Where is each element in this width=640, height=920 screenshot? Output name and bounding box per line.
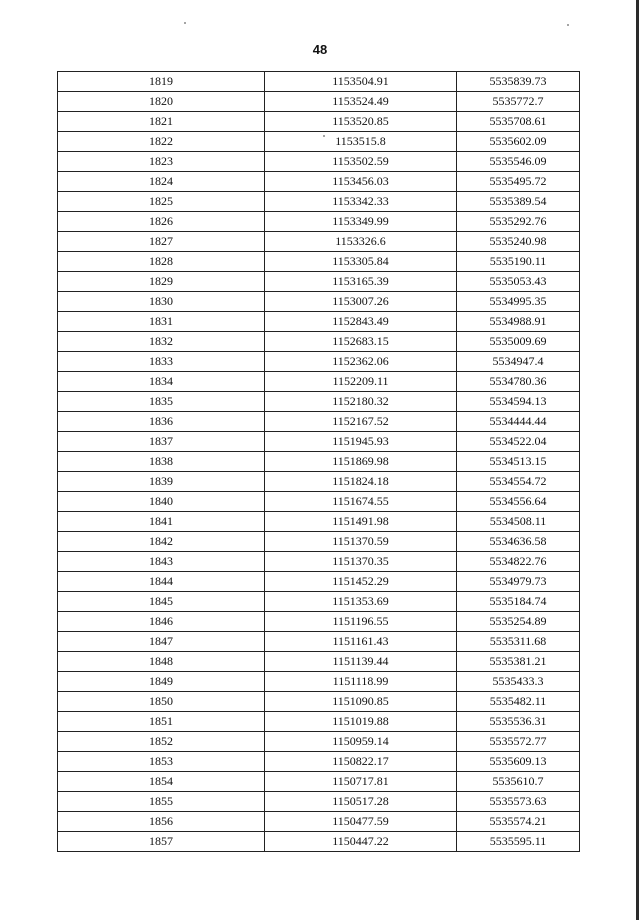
table-row xyxy=(58,92,580,112)
point-number-cell: 1829 xyxy=(58,272,265,292)
table-row xyxy=(58,172,580,192)
x-coordinate-cell: 1151090.85 xyxy=(265,692,457,712)
table-row xyxy=(58,572,580,592)
point-number-cell: 1845 xyxy=(58,592,265,612)
x-coordinate-cell: 1151353.69 xyxy=(265,592,457,612)
point-number-cell: 1824 xyxy=(58,172,265,192)
y-coordinate-cell: 5534508.11 xyxy=(457,512,580,532)
x-coordinate-cell: 1151139.44 xyxy=(265,652,457,672)
y-coordinate-cell: 5534513.15 xyxy=(457,452,580,472)
point-number-cell: 1840 xyxy=(58,492,265,512)
x-coordinate-cell: 1153007.26 xyxy=(265,292,457,312)
y-coordinate-cell: 5534594.13 xyxy=(457,392,580,412)
y-coordinate-cell: 5535292.76 xyxy=(457,212,580,232)
x-coordinate-cell: 1151370.59 xyxy=(265,532,457,552)
table-row xyxy=(58,832,580,852)
table-row xyxy=(58,432,580,452)
y-coordinate-cell: 5535254.89 xyxy=(457,612,580,632)
table-row xyxy=(58,412,580,432)
y-coordinate-cell: 5535772.7 xyxy=(457,92,580,112)
x-coordinate-cell: 1151370.35 xyxy=(265,552,457,572)
y-coordinate-cell: 5534780.36 xyxy=(457,372,580,392)
table-row xyxy=(58,732,580,752)
x-coordinate-cell: 1151196.55 xyxy=(265,612,457,632)
table-row xyxy=(58,152,580,172)
y-coordinate-cell: 5534947.4 xyxy=(457,352,580,372)
table-row xyxy=(58,632,580,652)
table-row xyxy=(58,772,580,792)
x-coordinate-cell: 1152683.15 xyxy=(265,332,457,352)
point-number-cell: 1850 xyxy=(58,692,265,712)
point-number-cell: 1852 xyxy=(58,732,265,752)
point-number-cell: 1834 xyxy=(58,372,265,392)
page-number: 48 xyxy=(312,42,328,57)
x-coordinate-cell: 1150959.14 xyxy=(265,732,457,752)
y-coordinate-cell: 5535574.21 xyxy=(457,812,580,832)
x-coordinate-cell: 1151674.55 xyxy=(265,492,457,512)
y-coordinate-cell: 5535602.09 xyxy=(457,132,580,152)
y-coordinate-cell: 5534988.91 xyxy=(457,312,580,332)
x-coordinate-cell: 1150477.59 xyxy=(265,812,457,832)
x-coordinate-cell: 1153342.33 xyxy=(265,192,457,212)
y-coordinate-cell: 5535240.98 xyxy=(457,232,580,252)
point-number-cell: 1836 xyxy=(58,412,265,432)
point-number-cell: 1820 xyxy=(58,92,265,112)
x-coordinate-cell: 1151118.99 xyxy=(265,672,457,692)
point-number-cell: 1833 xyxy=(58,352,265,372)
x-coordinate-cell: 1153524.49 xyxy=(265,92,457,112)
point-number-cell: 1846 xyxy=(58,612,265,632)
x-coordinate-cell: 1152167.52 xyxy=(265,412,457,432)
y-coordinate-cell: 5535053.43 xyxy=(457,272,580,292)
x-coordinate-cell: 1151161.43 xyxy=(265,632,457,652)
point-number-cell: 1823 xyxy=(58,152,265,172)
x-coordinate-cell: 1153502.59 xyxy=(265,152,457,172)
x-coordinate-cell: 1150447.22 xyxy=(265,832,457,852)
table-row xyxy=(58,512,580,532)
y-coordinate-cell: 5535536.31 xyxy=(457,712,580,732)
point-number-cell: 1855 xyxy=(58,792,265,812)
point-number-cell: 1848 xyxy=(58,652,265,672)
point-number-cell: 1838 xyxy=(58,452,265,472)
y-coordinate-cell: 5535610.7 xyxy=(457,772,580,792)
point-number-cell: 1841 xyxy=(58,512,265,532)
x-coordinate-cell: 1151491.98 xyxy=(265,512,457,532)
point-number-cell: 1830 xyxy=(58,292,265,312)
table-row xyxy=(58,612,580,632)
table-row xyxy=(58,112,580,132)
table-row xyxy=(58,132,580,152)
table-row xyxy=(58,192,580,212)
table-row xyxy=(58,452,580,472)
table-row xyxy=(58,332,580,352)
point-number-cell: 1857 xyxy=(58,832,265,852)
y-coordinate-cell: 5535839.73 xyxy=(457,72,580,92)
x-coordinate-cell: 1151869.98 xyxy=(265,452,457,472)
table-row xyxy=(58,72,580,92)
table-row xyxy=(58,812,580,832)
point-number-cell: 1835 xyxy=(58,392,265,412)
point-number-cell: 1825 xyxy=(58,192,265,212)
point-number-cell: 1854 xyxy=(58,772,265,792)
x-coordinate-cell: 1152362.06 xyxy=(265,352,457,372)
table-row xyxy=(58,272,580,292)
x-coordinate-cell: 1150517.28 xyxy=(265,792,457,812)
table-row xyxy=(58,352,580,372)
x-coordinate-cell: 1150822.17 xyxy=(265,752,457,772)
x-coordinate-cell: 1150717.81 xyxy=(265,772,457,792)
point-number-cell: 1847 xyxy=(58,632,265,652)
x-coordinate-cell: 1153349.99 xyxy=(265,212,457,232)
y-coordinate-cell: 5535495.72 xyxy=(457,172,580,192)
y-coordinate-cell: 5534636.58 xyxy=(457,532,580,552)
y-coordinate-cell: 5535311.68 xyxy=(457,632,580,652)
table-row xyxy=(58,372,580,392)
y-coordinate-cell: 5534522.04 xyxy=(457,432,580,452)
table-row xyxy=(58,292,580,312)
table-body xyxy=(58,72,580,852)
point-number-cell: 1853 xyxy=(58,752,265,772)
point-number-cell: 1821 xyxy=(58,112,265,132)
x-coordinate-cell: 1153520.85 xyxy=(265,112,457,132)
table-row xyxy=(58,692,580,712)
y-coordinate-cell: 5534979.73 xyxy=(457,572,580,592)
table-row xyxy=(58,532,580,552)
y-coordinate-cell: 5535595.11 xyxy=(457,832,580,852)
y-coordinate-cell: 5535482.11 xyxy=(457,692,580,712)
y-coordinate-cell: 5535546.09 xyxy=(457,152,580,172)
x-coordinate-cell: 1153326.6 xyxy=(265,232,457,252)
point-number-cell: 1837 xyxy=(58,432,265,452)
table-row xyxy=(58,212,580,232)
y-coordinate-cell: 5535573.63 xyxy=(457,792,580,812)
x-coordinate-cell: 1153165.39 xyxy=(265,272,457,292)
x-coordinate-cell: 1153456.03 xyxy=(265,172,457,192)
y-coordinate-cell: 5534995.35 xyxy=(457,292,580,312)
y-coordinate-cell: 5534444.44 xyxy=(457,412,580,432)
y-coordinate-cell: 5535184.74 xyxy=(457,592,580,612)
page-edge xyxy=(636,0,639,920)
table-row xyxy=(58,252,580,272)
coordinates-table xyxy=(57,71,580,852)
x-coordinate-cell: 1151824.18 xyxy=(265,472,457,492)
point-number-cell: 1856 xyxy=(58,812,265,832)
point-number-cell: 1819 xyxy=(58,72,265,92)
x-coordinate-cell: 1152209.11 xyxy=(265,372,457,392)
table-row xyxy=(58,592,580,612)
point-number-cell: 1849 xyxy=(58,672,265,692)
y-coordinate-cell: 5534556.64 xyxy=(457,492,580,512)
point-number-cell: 1839 xyxy=(58,472,265,492)
y-coordinate-cell: 5535381.21 xyxy=(457,652,580,672)
x-coordinate-cell: 1151452.29 xyxy=(265,572,457,592)
table-row xyxy=(58,472,580,492)
table-row xyxy=(58,792,580,812)
y-coordinate-cell: 5535433.3 xyxy=(457,672,580,692)
scan-speck xyxy=(184,22,186,24)
point-number-cell: 1822 xyxy=(58,132,265,152)
point-number-cell: 1831 xyxy=(58,312,265,332)
x-coordinate-cell: 1153305.84 xyxy=(265,252,457,272)
point-number-cell: 1844 xyxy=(58,572,265,592)
y-coordinate-cell: 5535009.69 xyxy=(457,332,580,352)
table-row xyxy=(58,552,580,572)
x-coordinate-cell: 1151945.93 xyxy=(265,432,457,452)
table-row xyxy=(58,232,580,252)
point-number-cell: 1832 xyxy=(58,332,265,352)
y-coordinate-cell: 5535708.61 xyxy=(457,112,580,132)
table-row xyxy=(58,712,580,732)
x-coordinate-cell: 1151019.88 xyxy=(265,712,457,732)
scan-speck xyxy=(567,24,569,26)
table-row xyxy=(58,392,580,412)
table-row xyxy=(58,492,580,512)
point-number-cell: 1826 xyxy=(58,212,265,232)
y-coordinate-cell: 5535609.13 xyxy=(457,752,580,772)
x-coordinate-cell: 1152180.32 xyxy=(265,392,457,412)
x-coordinate-cell: 1152843.49 xyxy=(265,312,457,332)
x-coordinate-cell: 1153515.8 xyxy=(265,132,457,152)
y-coordinate-cell: 5534822.76 xyxy=(457,552,580,572)
table-row xyxy=(58,312,580,332)
y-coordinate-cell: 5535190.11 xyxy=(457,252,580,272)
y-coordinate-cell: 5535389.54 xyxy=(457,192,580,212)
point-number-cell: 1827 xyxy=(58,232,265,252)
point-number-cell: 1828 xyxy=(58,252,265,272)
point-number-cell: 1851 xyxy=(58,712,265,732)
y-coordinate-cell: 5535572.77 xyxy=(457,732,580,752)
y-coordinate-cell: 5534554.72 xyxy=(457,472,580,492)
x-coordinate-cell: 1153504.91 xyxy=(265,72,457,92)
table-row xyxy=(58,652,580,672)
table-row xyxy=(58,752,580,772)
point-number-cell: 1843 xyxy=(58,552,265,572)
table-row xyxy=(58,672,580,692)
point-number-cell: 1842 xyxy=(58,532,265,552)
